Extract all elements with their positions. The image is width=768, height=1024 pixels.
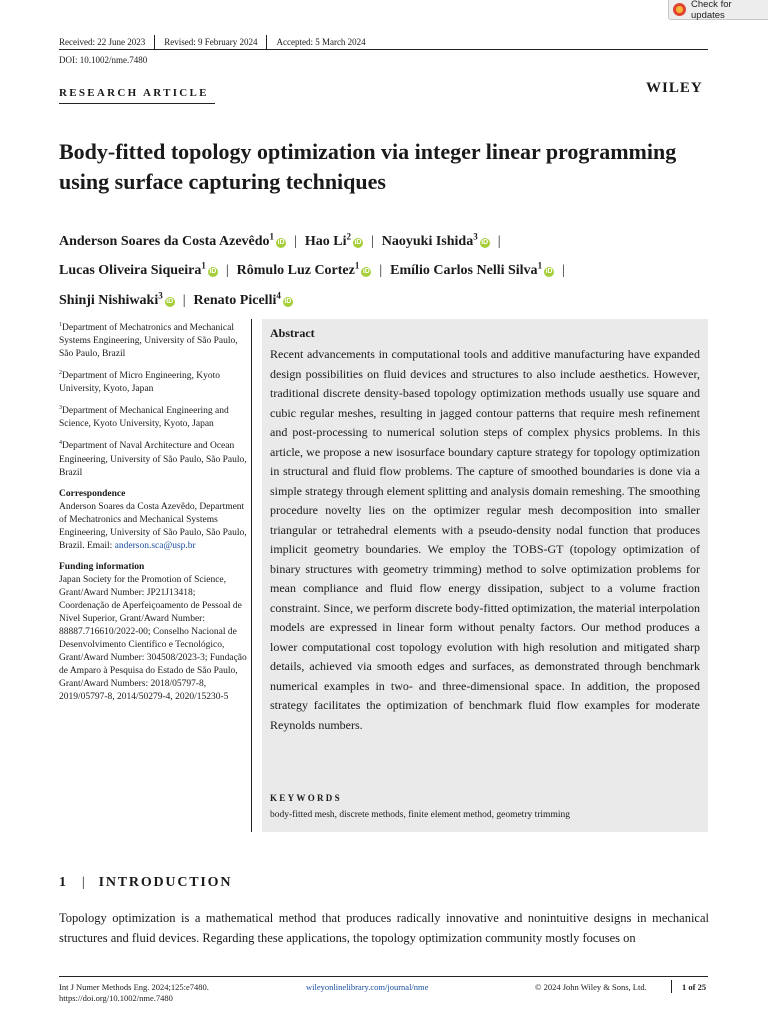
author[interactable]: Hao Li$^2$iD [304, 231, 362, 249]
affiliation: $^3$Department of Mechanical Engineering and Science, Kyoto University, Kyoto, Japan [59, 405, 229, 430]
funding-heading: Funding information [59, 561, 145, 572]
received-date: Received: 22 June 2023 [59, 37, 146, 47]
page-number: 1 of 25 [682, 982, 707, 992]
affiliation: $^4$Department of Naval Architecture and Ocean Engineering, University of São Paulo, São Paulo, Brazil [59, 440, 247, 478]
orcid-icon[interactable]: iD [209, 268, 217, 276]
footer-doi-link[interactable]: https://doi.org/10.1002/nme.7480 [59, 993, 173, 1003]
footer-separator [671, 980, 672, 993]
orcid-icon[interactable]: iD [481, 238, 489, 246]
abstract-text: Recent advancements in computational tools and additive manufacturing have expanded design possibilities on fluid devices and structures to also include aesthetics. However, traditional discrete density-based topology optimization methods usually use square and cubic regular meshes, resulting in jagged contour patterns that require mesh refinement and post-processing to numerical solution steps of complex physics problems. In this article, we propose a new isosurface boundary capture strategy for topology optimization in structural and fluid flow problems. The capture of smoothed boundaries is done via a simple strategy through element splitting and analysis domain remeshing. The smoothing procedure novelty lies on the optimizer regular mesh decomposition into smaller triangular or tetrahedral elements with a pseudo-density nodal function that produces implicit geometry boundaries. We employ the TOBS-GT (topology optimization of binary structures with geometry trimming) method to solve optimization problems for mean compliance and fluid flow energy dissipation, subject to a volume fraction constraint. Since, we perform discrete body-fitted optimization, the material interpolation models are expressed in linear form without penalty factors. Our method produces a lower computational cost topology evolution with high resolution and mitigated sharp details, achieved via smooth edges and surfaces, as demonstrated through benchmark numerical examples in two- and three-dimensional space. In addition, the proposed strategy facilitates the optimization of benchmark fluid flow examples for moderate Reynolds numbers. [270, 347, 700, 732]
orcid-icon[interactable]: iD [362, 268, 370, 276]
article-info-column [59, 319, 247, 704]
funding-text: Japan Society for the Promotion of Science, Grant/Award Number: JP21J13418; Coordenação de Aperfeiçoamento de Pessoal de Nível Superior, Grant/Award Number: 88887.716610/2022-00; Conselho Nacional de Desenvolvimento Científico e Tecnológico, Grant/Award Number: 304508/2023-3; Fundação de Amparo à Pesquisa do Estado de São Paulo, Grant/Award Numbers: 2018/05797-8, 2019/05797-8, 2014/50279-4, 2020/15230-5 [59, 574, 247, 702]
check-for-updates-badge[interactable] [668, 0, 768, 20]
author[interactable]: Renato Picelli$^4$iD [193, 290, 292, 308]
keywords-heading: KEYWORDS [270, 793, 342, 803]
email-link[interactable]: anderson.sca@usp.br [114, 540, 196, 551]
publisher-logo: WILEY [646, 80, 703, 96]
crossmark-icon [673, 3, 686, 16]
section-heading: 1 | INTRODUCTION [59, 875, 233, 890]
section-title: INTRODUCTION [98, 875, 233, 890]
author[interactable]: Naoyuki Ishida$^3$iD [381, 231, 489, 249]
orcid-icon[interactable]: iD [545, 268, 553, 276]
section-body-text: Topology optimization is a mathematical method that produces radically innovative and nonintuitive designs in mechanical structures and fluid devices. Regarding these applications, the topology optimization community mostly focuses on [59, 911, 709, 945]
orcid-icon[interactable]: iD [166, 297, 174, 305]
date-separator [266, 35, 267, 49]
article-type-underline [59, 103, 215, 104]
footer-citation [59, 982, 209, 1004]
article-dates [59, 35, 366, 49]
author[interactable]: Anderson Soares da Costa Azevêdo$^1$iD [59, 231, 285, 249]
footer-rule [59, 976, 708, 977]
author[interactable]: Emílio Carlos Nelli Silva$^1$iD [390, 260, 553, 279]
date-separator [154, 35, 155, 49]
orcid-icon[interactable]: iD [277, 238, 285, 246]
author[interactable]: Lucas Oliveira Siqueira$^1$iD [59, 260, 217, 279]
orcid-icon[interactable]: iD [284, 297, 292, 305]
doi[interactable]: DOI: 10.1002/nme.7480 [59, 55, 148, 65]
header-rule [59, 49, 708, 50]
revised-date: Revised: 9 February 2024 [164, 37, 258, 47]
section-number: 1 [59, 875, 68, 890]
footer-site-link[interactable]: wileyonlinelibrary.com/journal/nme [306, 982, 429, 992]
correspondence-heading: Correspondence [59, 488, 126, 499]
footer-journal: Int J Numer Methods Eng. 2024;125:e7480. [59, 982, 209, 992]
abstract-heading: Abstract [270, 326, 315, 340]
footer-copyright: © 2024 John Wiley & Sons, Ltd. [535, 982, 647, 992]
check-for-updates-label: Check for updates [691, 0, 732, 21]
accepted-date: Accepted: 5 March 2024 [276, 37, 366, 47]
author[interactable]: Rômulo Luz Cortez$^1$iD [236, 260, 370, 279]
affiliation: $^1$Department of Mechatronics and Mechanical Systems Engineering, University of São Paulo, São Paulo, Brazil [59, 322, 238, 360]
column-divider [251, 319, 252, 832]
keywords-text: body-fitted mesh, discrete methods, finite element method, geometry trimming [270, 810, 570, 820]
affiliation: $^2$Department of Micro Engineering, Kyoto University, Kyoto, Japan [59, 370, 221, 395]
author[interactable]: Shinji Nishiwaki$^3$iD [59, 290, 174, 308]
author-list: Anderson Soares da Costa Azevêdo$^1$iD | Hao Li$^2$iD | Naoyuki Ishida$^3$iD | Lucas Oliveira Siqueira$^1$iD | Rômulo Luz Cortez$^1$iD | Emílio Carlos Nelli Silva$^1$iD | Shinji Nishiwaki$^3$iD | Renato Picelli$^4$iD [59, 231, 565, 308]
correspondence-text: Anderson Soares da Costa Azevêdo, Department of Mechatronics and Mechanical Systems Engineering, University of São Paulo, São Paulo, Brazil. Email: anderson.sca@usp.br [59, 501, 247, 551]
article-title: Body-fitted topology optimization via integer linear programming using surface capturing techniques [59, 139, 677, 194]
article-type: RESEARCH ARTICLE [59, 87, 209, 99]
orcid-icon[interactable]: iD [354, 238, 362, 246]
